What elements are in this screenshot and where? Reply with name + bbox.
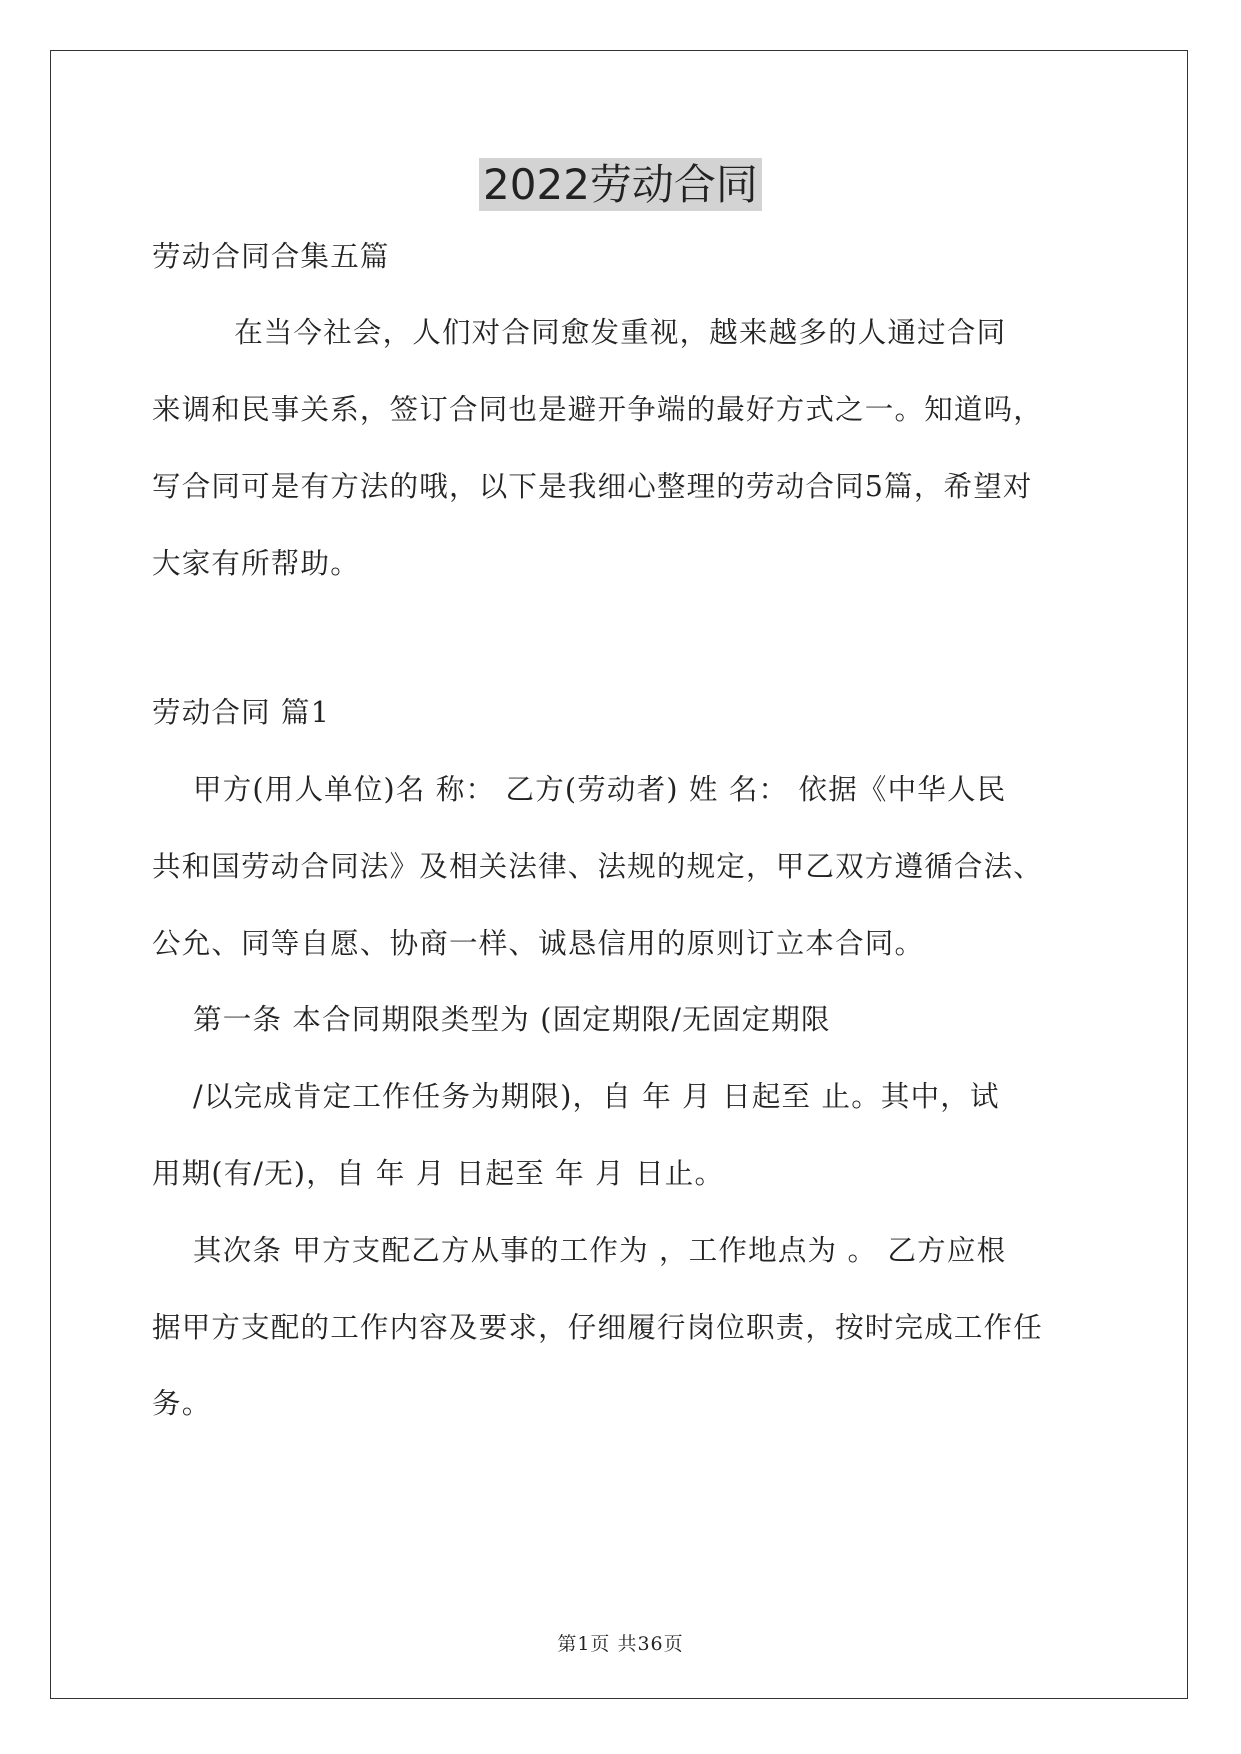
paragraph-line: 第一条 本合同期限类型为 (固定期限/无固定期限 (152, 1003, 831, 1036)
document-title (0, 157, 1241, 213)
paragraph-line: 大家有所帮助。 (152, 547, 360, 580)
paragraph-line: 务。 (152, 1387, 212, 1420)
paragraph-line: 共和国劳动合同法》及相关法律、法规的规定，甲乙双方遵循合法、 (152, 850, 1044, 883)
paragraph-line: 在当今社会，人们对合同愈发重视，越来越多的人通过合同 (152, 316, 1007, 349)
paragraph-line: 用期(有/无)，自 年 月 日起至 年 月 日止。 (152, 1157, 725, 1190)
subtitle-line: 劳动合同合集五篇 (152, 240, 390, 273)
paragraph-line: 公允、同等自愿、协商一样、诚恳信用的原则订立本合同。 (152, 927, 925, 960)
paragraph-line: /以完成肯定工作任务为期限)，自 年 月 日起至 止。其中，试 (152, 1080, 1000, 1113)
paragraph-line: 其次条 甲方支配乙方从事的工作为 ，工作地点为 。 乙方应根 (152, 1234, 1007, 1267)
paragraph-line: 写合同可是有方法的哦，以下是我细心整理的劳动合同5篇，希望对 (152, 470, 1033, 503)
paragraph-line: 来调和民事关系，签订合同也是避开争端的最好方式之一。知道吗， (152, 393, 1044, 426)
paragraph-line: 甲方(用人单位)名 称： 乙方(劳动者) 姓 名： 依据《中华人民 (152, 773, 1007, 806)
section-heading: 劳动合同 篇1 (152, 696, 331, 729)
paragraph-line: 据甲方支配的工作内容及要求，仔细履行岗位职责，按时完成工作任 (152, 1311, 1044, 1344)
page-footer: 第1页 共36页 (557, 1633, 684, 1655)
document-title-text: 2022劳动合同 (479, 158, 762, 211)
